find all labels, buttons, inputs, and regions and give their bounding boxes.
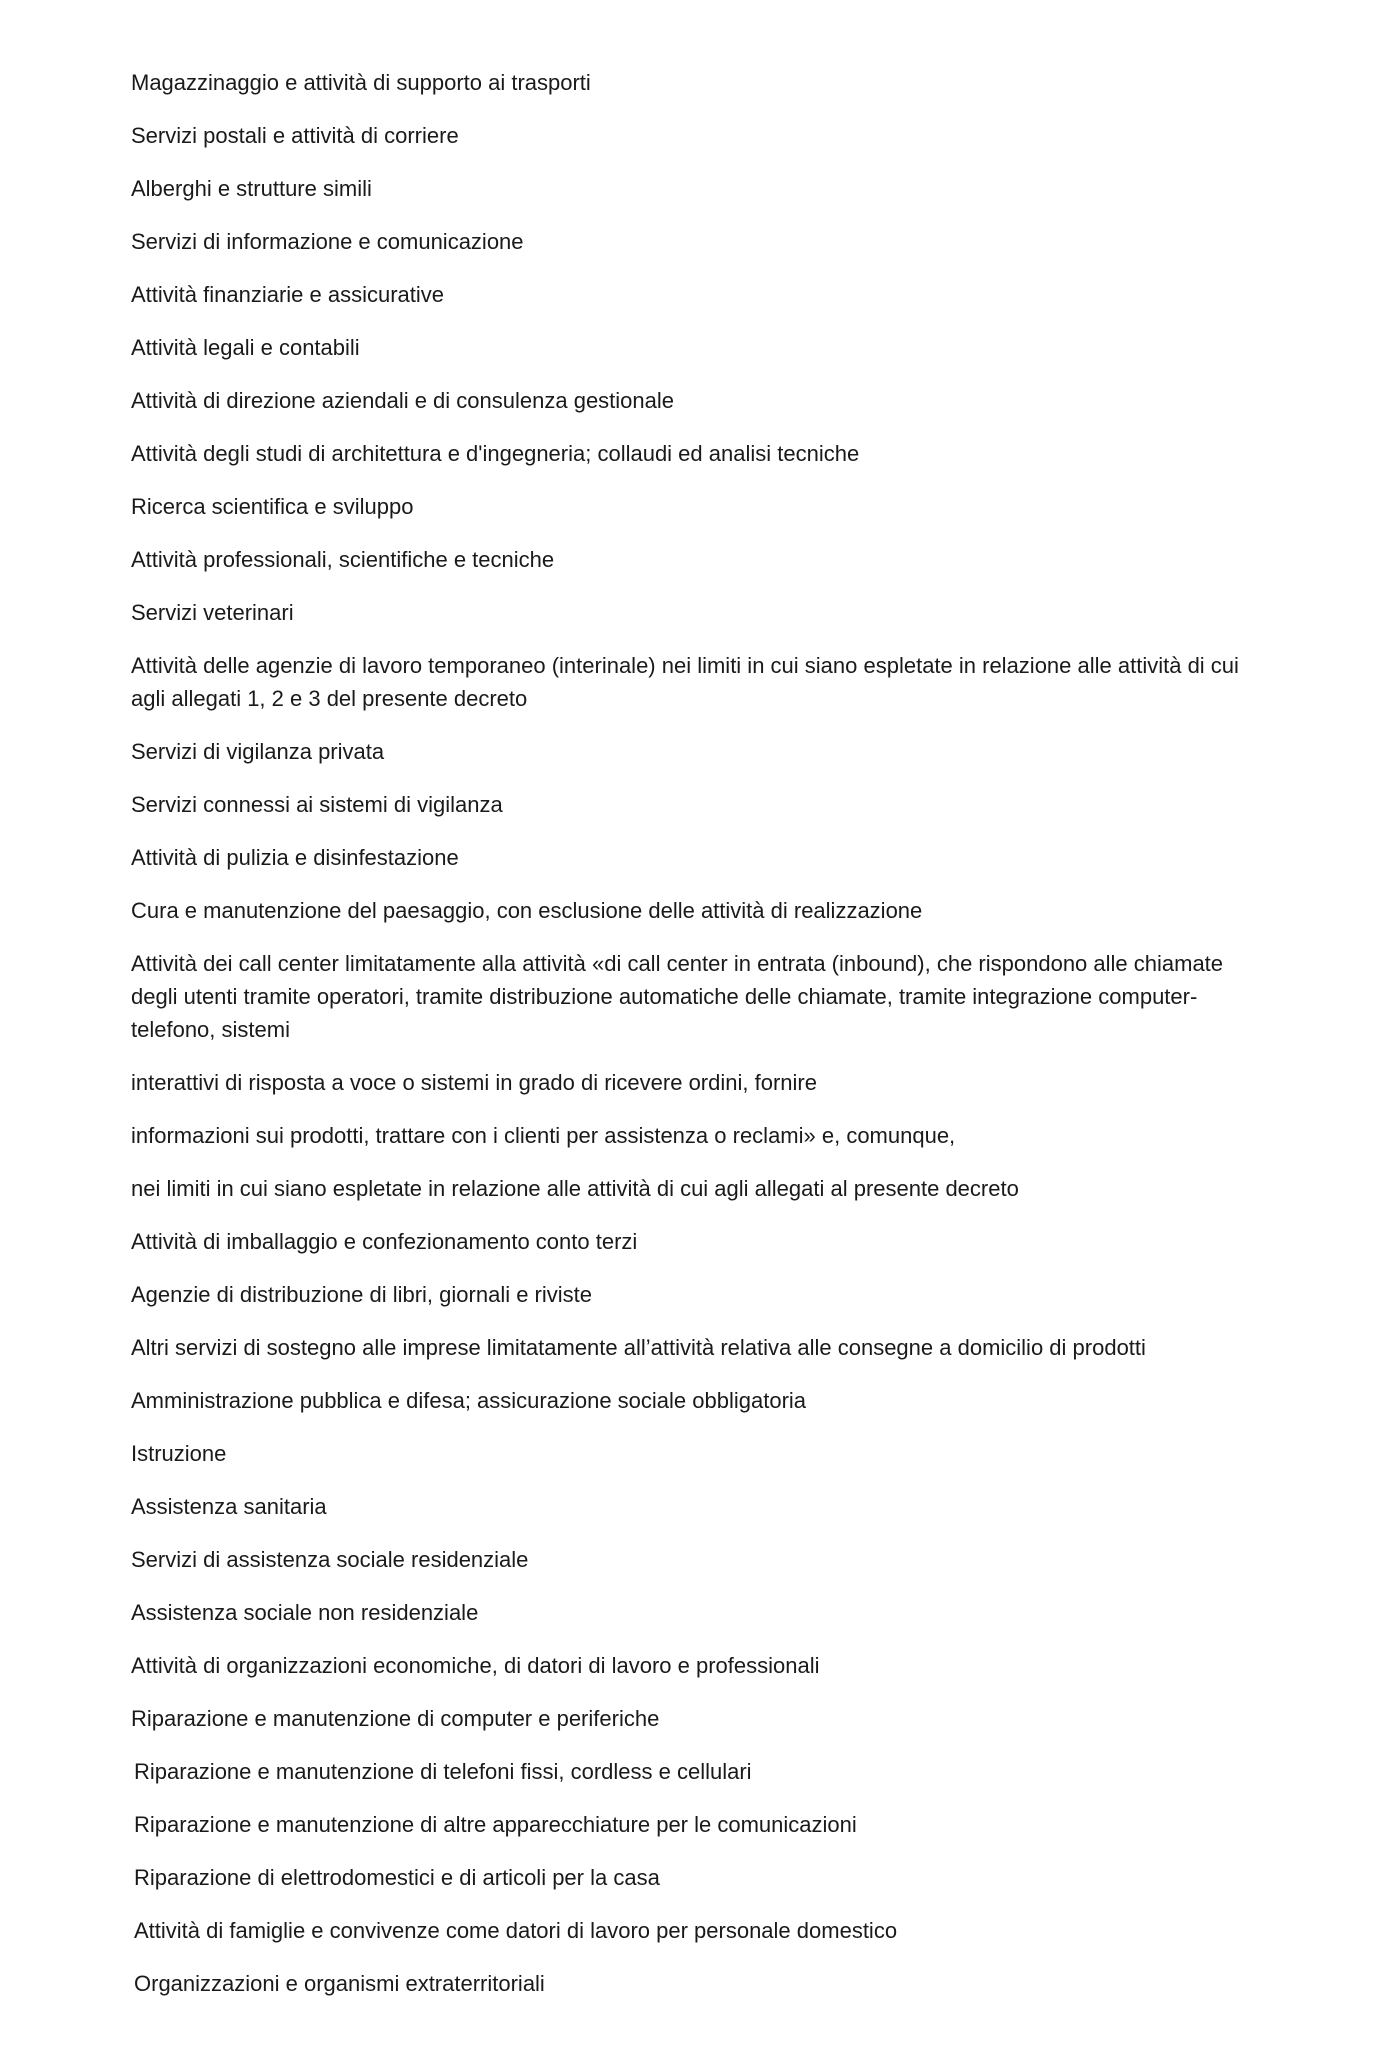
list-item: Servizi di informazione e comunicazione — [131, 229, 524, 254]
list-item: Istruzione — [131, 1441, 227, 1466]
list-item: Servizi di assistenza sociale residenziale — [131, 1547, 529, 1572]
list-item: Attività legali e contabili — [131, 335, 360, 360]
list-item: Attività professionali, scientifiche e tecniche — [131, 547, 555, 572]
list-item: Assistenza sanitaria — [131, 1494, 327, 1519]
list-item: Attività di organizzazioni economiche, di datori di lavoro e professionali — [131, 1653, 820, 1678]
list-item: nei limiti in cui siano espletate in relazione alle attività di cui agli allegati al presente decreto — [131, 1176, 1019, 1201]
list-item: Riparazione e manutenzione di telefoni fissi, cordless e cellulari — [134, 1759, 752, 1784]
list-item: interattivi di risposta a voce o sistemi in grado di ricevere ordini, fornire — [131, 1070, 817, 1095]
list-item: Alberghi e strutture simili — [131, 176, 372, 201]
list-item: Attività di direzione aziendali e di consulenza gestionale — [131, 388, 675, 413]
list-item: Assistenza sociale non residenziale — [131, 1600, 479, 1625]
list-item: Attività di famiglie e convivenze come datori di lavoro per personale domestico — [134, 1918, 898, 1943]
list-item: Attività delle agenzie di lavoro temporaneo (interinale) nei limiti in cui siano espletate in relazione alle attività di cui agli allegati 1, 2 e 3 del presente decreto — [131, 653, 1239, 711]
list-item: Attività degli studi di architettura e d'ingegneria; collaudi ed analisi tecniche — [131, 441, 860, 466]
list-item: Servizi di vigilanza privata — [131, 739, 385, 764]
list-item: Attività di imballaggio e confezionamento conto terzi — [131, 1229, 638, 1254]
list-item: Attività dei call center limitatamente alla attività «di call center in entrata (inbound), che rispondono alle chiamate degli utenti tramite operatori, tramite distribuzione automatiche delle chiamate, tramite integrazione computer-telefono, sistemi — [131, 951, 1224, 1042]
list-item: Magazzinaggio e attività di supporto ai trasporti — [131, 70, 591, 95]
list-item: Amministrazione pubblica e difesa; assicurazione sociale obbligatoria — [131, 1388, 807, 1413]
list-item: Ricerca scientifica e sviluppo — [131, 494, 414, 519]
list-item: Attività di pulizia e disinfestazione — [131, 845, 459, 870]
list-item: Riparazione e manutenzione di computer e periferiche — [131, 1706, 660, 1731]
list-item: Cura e manutenzione del paesaggio, con esclusione delle attività di realizzazione — [131, 898, 923, 923]
list-item: Servizi connessi ai sistemi di vigilanza — [131, 792, 503, 817]
list-item: Agenzie di distribuzione di libri, giornali e riviste — [131, 1282, 593, 1307]
list-item: Altri servizi di sostegno alle imprese limitatamente all’attività relativa alle consegne a domicilio di prodotti — [131, 1335, 1146, 1360]
list-item: informazioni sui prodotti, trattare con i clienti per assistenza o reclami» e, comunque, — [131, 1123, 956, 1148]
list-item: Servizi postali e attività di corriere — [131, 123, 459, 148]
list-item: Riparazione di elettrodomestici e di articoli per la casa — [134, 1865, 660, 1890]
list-item: Organizzazioni e organismi extraterritoriali — [134, 1971, 545, 1996]
list-item: Attività finanziarie e assicurative — [131, 282, 445, 307]
list-item: Riparazione e manutenzione di altre apparecchiature per le comunicazioni — [134, 1812, 857, 1837]
list-item: Servizi veterinari — [131, 600, 294, 625]
